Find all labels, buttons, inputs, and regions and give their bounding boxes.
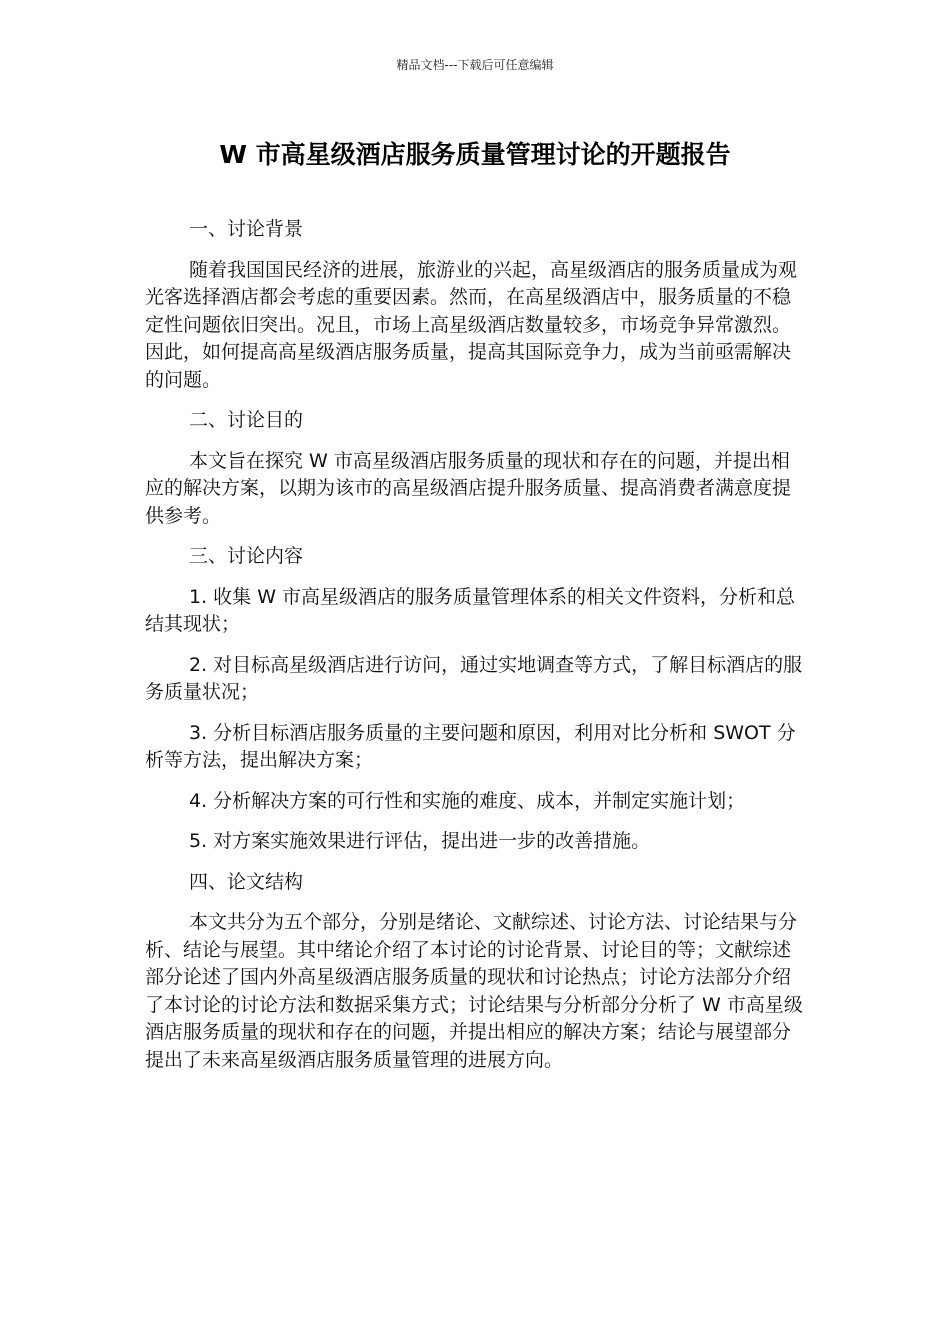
page-header: 精品文档---下载后可任意编辑 (396, 58, 554, 72)
paragraph-background: 随着我国国民经济的进展，旅游业的兴起，高星级酒店的服务质量成为观光客选择酒店都会考虑的重要因素。然而，在高星级酒店中，服务质量的不稳定性问题依旧突出。况且，市场上高星级酒店数量较多，市场竞争异常激烈。因此，如何提高高星级酒店服务质量，提高其国际竞争力，成为当前亟需解决的问题。 (145, 258, 798, 391)
list-item-content-3: 3. 分析目标酒店服务质量的主要问题和原因，利用对比分析和 SWOT 分析等方法，提出解决方案； (145, 721, 796, 771)
section-heading-structure: 四、论文结构 (189, 870, 304, 893)
list-item-content-2: 2. 对目标高星级酒店进行访问，通过实地调查等方式，了解目标酒店的服务质量状况； (145, 653, 803, 703)
list-item-content-4: 4. 分析解决方案的可行性和实施的难度、成本，并制定实施计划； (189, 789, 746, 812)
document-title: W 市高星级酒店服务质量管理讨论的开题报告 (219, 140, 731, 169)
document-body (145, 216, 807, 1087)
section-heading-purpose: 二、讨论目的 (189, 409, 304, 431)
list-item-content-5: 5. 对方案实施效果进行评估，提出进一步的改善措施。 (189, 830, 651, 852)
section-heading-background: 一、讨论背景 (189, 218, 304, 240)
section-heading-content: 三、讨论内容 (189, 545, 304, 567)
paragraph-structure: 本文共分为五个部分，分别是绪论、文献综述、讨论方法、讨论结果与分析、结论与展望。其中绪论介绍了本讨论的讨论背景、讨论目的等；文献综述部分论述了国内外高星级酒店服务质量的现状和讨论热点；讨论方法部分介绍了本讨论的讨论方法和数据采集方式；讨论结果与分析部分分析了 W 市高星级酒店服务质量的现状和存在的问题，并提出相应的解决方案；结论与展望部分提出了未来高星级酒店服务质量管理的进展方向。 (145, 911, 803, 1071)
list-item-content-1: 1. 收集 W 市高星级酒店的服务质量管理体系的相关文件资料，分析和总结其现状； (145, 585, 796, 635)
paragraph-purpose: 本文旨在探究 W 市高星级酒店服务质量的现状和存在的问题，并提出相应的解决方案，以期为该市的高星级酒店提升服务质量、提高消费者满意度提供参考。 (145, 449, 792, 527)
